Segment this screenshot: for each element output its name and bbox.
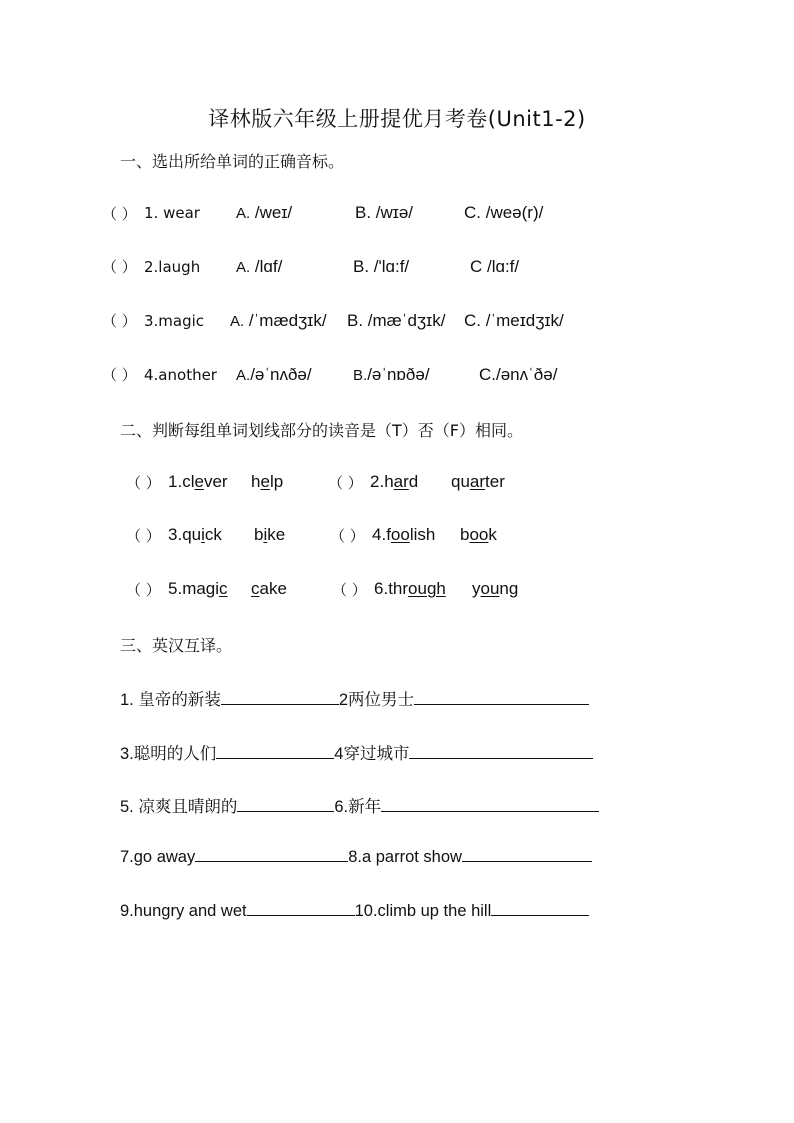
answer-paren[interactable]: （ ） (102, 366, 137, 384)
answer-blank[interactable] (491, 901, 589, 916)
answer-blank[interactable] (462, 847, 592, 862)
answer-blank[interactable] (237, 797, 334, 812)
word-pair: 3.quick (168, 525, 222, 544)
option-a: A. /ˈmædʒɪk/ (230, 311, 327, 330)
prompt: 1. 皇帝的新装 (120, 691, 221, 709)
word-pair: 2.hard (370, 472, 419, 491)
answer-blank[interactable] (414, 690, 589, 705)
option-a: A. /lɑf/ (236, 257, 283, 276)
answer-paren[interactable]: （ ） (102, 312, 137, 330)
prompt: 4穿过城市 (334, 745, 410, 763)
answer-paren[interactable]: （ ） (126, 474, 161, 492)
translation-row-1 (120, 686, 589, 710)
option-c: C./ənʌˈðə/ (479, 365, 558, 384)
prompt: 7.go away (120, 848, 196, 866)
prompt: 5. 凉爽且晴朗的 (120, 798, 238, 816)
word-pair: 1.clever (168, 472, 228, 491)
answer-blank[interactable] (221, 690, 339, 705)
answer-blank[interactable] (381, 797, 599, 812)
translation-row-4 (120, 847, 592, 867)
word-pair: 5.magic (168, 579, 228, 598)
answer-blank[interactable] (195, 847, 348, 862)
option-b: B. /'lɑ:f/ (353, 257, 410, 276)
answer-blank[interactable] (216, 744, 334, 759)
answer-paren[interactable]: （ ） (102, 258, 137, 276)
prompt: 8.a parrot show (348, 848, 462, 866)
question-word: 3.magic (144, 312, 205, 330)
answer-paren[interactable]: （ ） (126, 581, 161, 599)
translation-row-2 (120, 740, 593, 764)
section1-heading: 一、选出所给单词的正确音标。 (120, 152, 345, 171)
page-title: 译林版六年级上册提优月考卷(Unit1-2) (208, 107, 586, 131)
answer-blank[interactable] (409, 744, 593, 759)
answer-paren[interactable]: （ ） (102, 205, 137, 223)
word-compare: cake (251, 579, 287, 598)
option-b: B. /mæˈdʒɪk/ (347, 311, 446, 330)
answer-paren[interactable]: （ ） (332, 581, 367, 599)
prompt: 2两位男士 (338, 691, 415, 709)
section2-heading: 二、判断每组单词划线部分的读音是（T）否（F）相同。 (120, 421, 523, 440)
option-a: A. /weɪ/ (236, 203, 293, 222)
word-pair: 4.foolish (372, 525, 436, 544)
question-word: 4.another (144, 366, 217, 384)
option-c: C. /ˈmeɪdʒɪk/ (464, 311, 564, 330)
prompt: 3.聪明的人们 (120, 745, 217, 763)
option-b: B. /wɪə/ (355, 203, 414, 222)
answer-blank[interactable] (247, 901, 355, 916)
section3-heading: 三、英汉互译。 (120, 636, 233, 655)
word-compare: book (460, 525, 497, 544)
answer-paren[interactable]: （ ） (126, 527, 161, 545)
prompt: 9.hungry and wet (120, 902, 247, 920)
word-compare: young (472, 579, 519, 598)
question-word: 2.laugh (144, 258, 201, 276)
word-compare: quarter (451, 472, 505, 491)
option-a: A./əˈnʌðə/ (236, 365, 312, 384)
question-word: 1. wear (144, 204, 200, 222)
option-c: C /lɑ:f/ (470, 257, 520, 276)
prompt: 6.新年 (334, 798, 382, 816)
translation-row-5 (120, 901, 589, 921)
word-compare: help (251, 472, 284, 491)
option-c: C. /weə(r)/ (464, 203, 544, 222)
prompt: 10.climb up the hill (354, 902, 492, 920)
option-b: B./əˈnɒðə/ (353, 365, 430, 384)
translation-row-3 (120, 793, 599, 817)
word-compare: bike (254, 525, 286, 544)
answer-paren[interactable]: （ ） (330, 527, 365, 545)
word-pair: 6.through (374, 579, 446, 598)
answer-paren[interactable]: （ ） (328, 474, 363, 492)
